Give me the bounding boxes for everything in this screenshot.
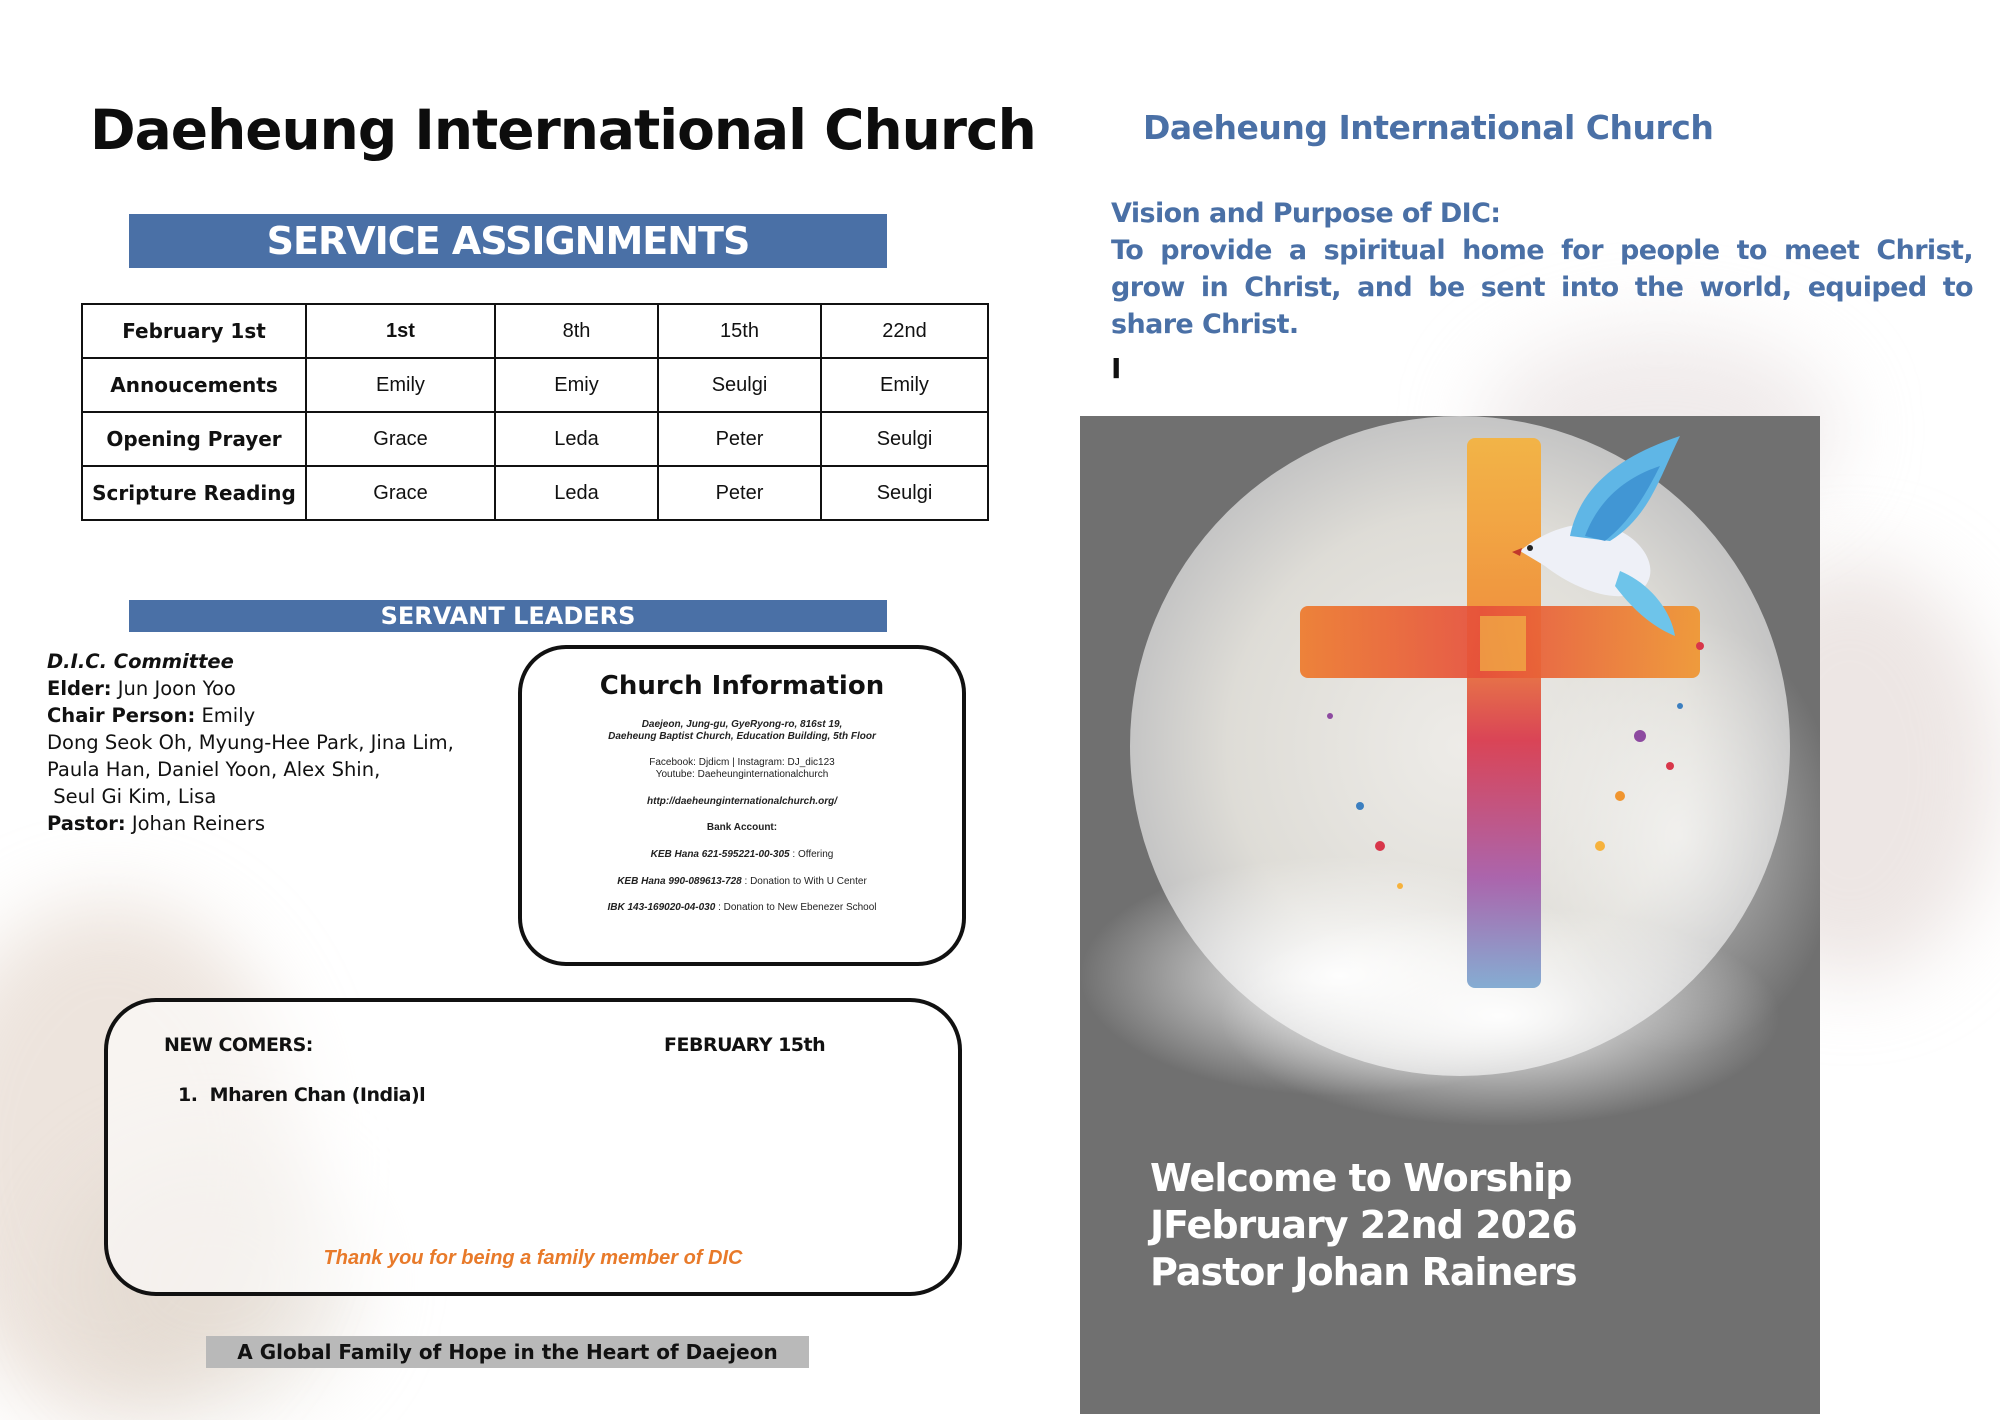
bank-note: : Offering (789, 849, 834, 860)
bank-account: IBK 143-169020-04-030 (607, 902, 716, 913)
table-cell: Seulgi (821, 466, 988, 520)
chair-label: Chair Person: (47, 704, 196, 727)
church-information-title: Church Information (599, 671, 885, 701)
table-row (82, 412, 988, 466)
chair-name: Emily (195, 704, 256, 727)
role-cell: Opening Prayer (82, 412, 306, 466)
elder-name: Jun Joon Yoo (111, 677, 236, 700)
role-cell: Scripture Reading (82, 466, 306, 520)
table-cell: Grace (306, 412, 495, 466)
newcomers-label: NEW COMERS: (164, 1034, 313, 1056)
table-cell: Peter (658, 466, 821, 520)
table-cell: Seulgi (658, 358, 821, 412)
cover-title: Daeheung International Church (1143, 108, 1714, 147)
committee-list (47, 648, 497, 837)
bank-heading: Bank Account: (706, 822, 778, 833)
website-link[interactable]: http://daeheunginternationalchurch.org/ (647, 796, 837, 807)
table-header-cell: 22nd (821, 304, 988, 358)
table-header-cell: 1st (306, 304, 495, 358)
role-cell: Annoucements (82, 358, 306, 412)
servant-leaders-banner: SERVANT LEADERS (129, 600, 887, 632)
table-header-cell: 15th (658, 304, 821, 358)
vision-statement (1111, 195, 1973, 343)
table-cell: Emily (821, 358, 988, 412)
address-line: Daeheung Baptist Church, Education Building, 5th Floor (608, 731, 876, 742)
welcome-text (1150, 1155, 1770, 1296)
social-line: Youtube: Daeheunginternationalchurch (655, 769, 829, 780)
vision-text: To provide a spiritual home for people to meet Christ, grow in Christ, and be sent into the world, equiped to share Christ. (1111, 235, 1973, 340)
pastor-name: Johan Reiners (125, 812, 266, 835)
service-assignments-banner: SERVICE ASSIGNMENTS (129, 214, 887, 268)
table-header-cell: February 1st (82, 304, 306, 358)
page-title: Daeheung International Church (90, 98, 1036, 162)
welcome-line: Welcome to Worship (1150, 1156, 1572, 1200)
table-cell: Peter (658, 412, 821, 466)
table-header-row (82, 304, 988, 358)
table-row (82, 466, 988, 520)
table-cell: Leda (495, 412, 658, 466)
committee-members: Dong Seok Oh, Myung-Hee Park, Jina Lim, (47, 731, 454, 754)
committee-members: Paula Han, Daniel Yoon, Alex Shin, (47, 758, 381, 781)
bank-note: : Donation to With U Center (741, 876, 867, 887)
church-information-box (518, 645, 966, 966)
bank-account: KEB Hana 621-595221-00-305 (650, 849, 790, 860)
table-header-cell: 8th (495, 304, 658, 358)
vision-heading: Vision and Purpose of DIC: (1111, 198, 1501, 229)
table-cell: Emily (306, 358, 495, 412)
thank-you-note: Thank you for being a family member of DIC (323, 1247, 743, 1269)
newcomers-box (104, 998, 962, 1296)
address-line: Daejeon, Jung-gu, GyeRyong-ro, 816st 19, (641, 719, 843, 730)
table-cell: Seulgi (821, 412, 988, 466)
newcomers-date: FEBRUARY 15th (664, 1034, 826, 1056)
bank-note: : Donation to New Ebenezer School (715, 902, 877, 913)
table-cell: Leda (495, 466, 658, 520)
social-line: Facebook: Djdicm | Instagram: DJ_dic123 (649, 757, 835, 768)
bank-account: KEB Hana 990-089613-728 (617, 876, 742, 887)
table-cell: Grace (306, 466, 495, 520)
service-date: JFebruary 22nd 2026 (1150, 1203, 1577, 1247)
elder-label: Elder: (47, 677, 112, 700)
stray-text-mark: I (1111, 352, 1122, 385)
pastor-line: Pastor Johan Rainers (1150, 1250, 1577, 1294)
service-assignments-table (81, 303, 989, 521)
pastor-label: Pastor: (47, 812, 126, 835)
committee-heading: D.I.C. Committee (47, 650, 234, 673)
table-row (82, 358, 988, 412)
committee-members: Seul Gi Kim, Lisa (47, 785, 217, 808)
motto-banner: A Global Family of Hope in the Heart of Daejeon (206, 1336, 809, 1368)
table-cell: Emiy (495, 358, 658, 412)
newcomer-item: 1. Mharen Chan (India)l (178, 1084, 426, 1106)
